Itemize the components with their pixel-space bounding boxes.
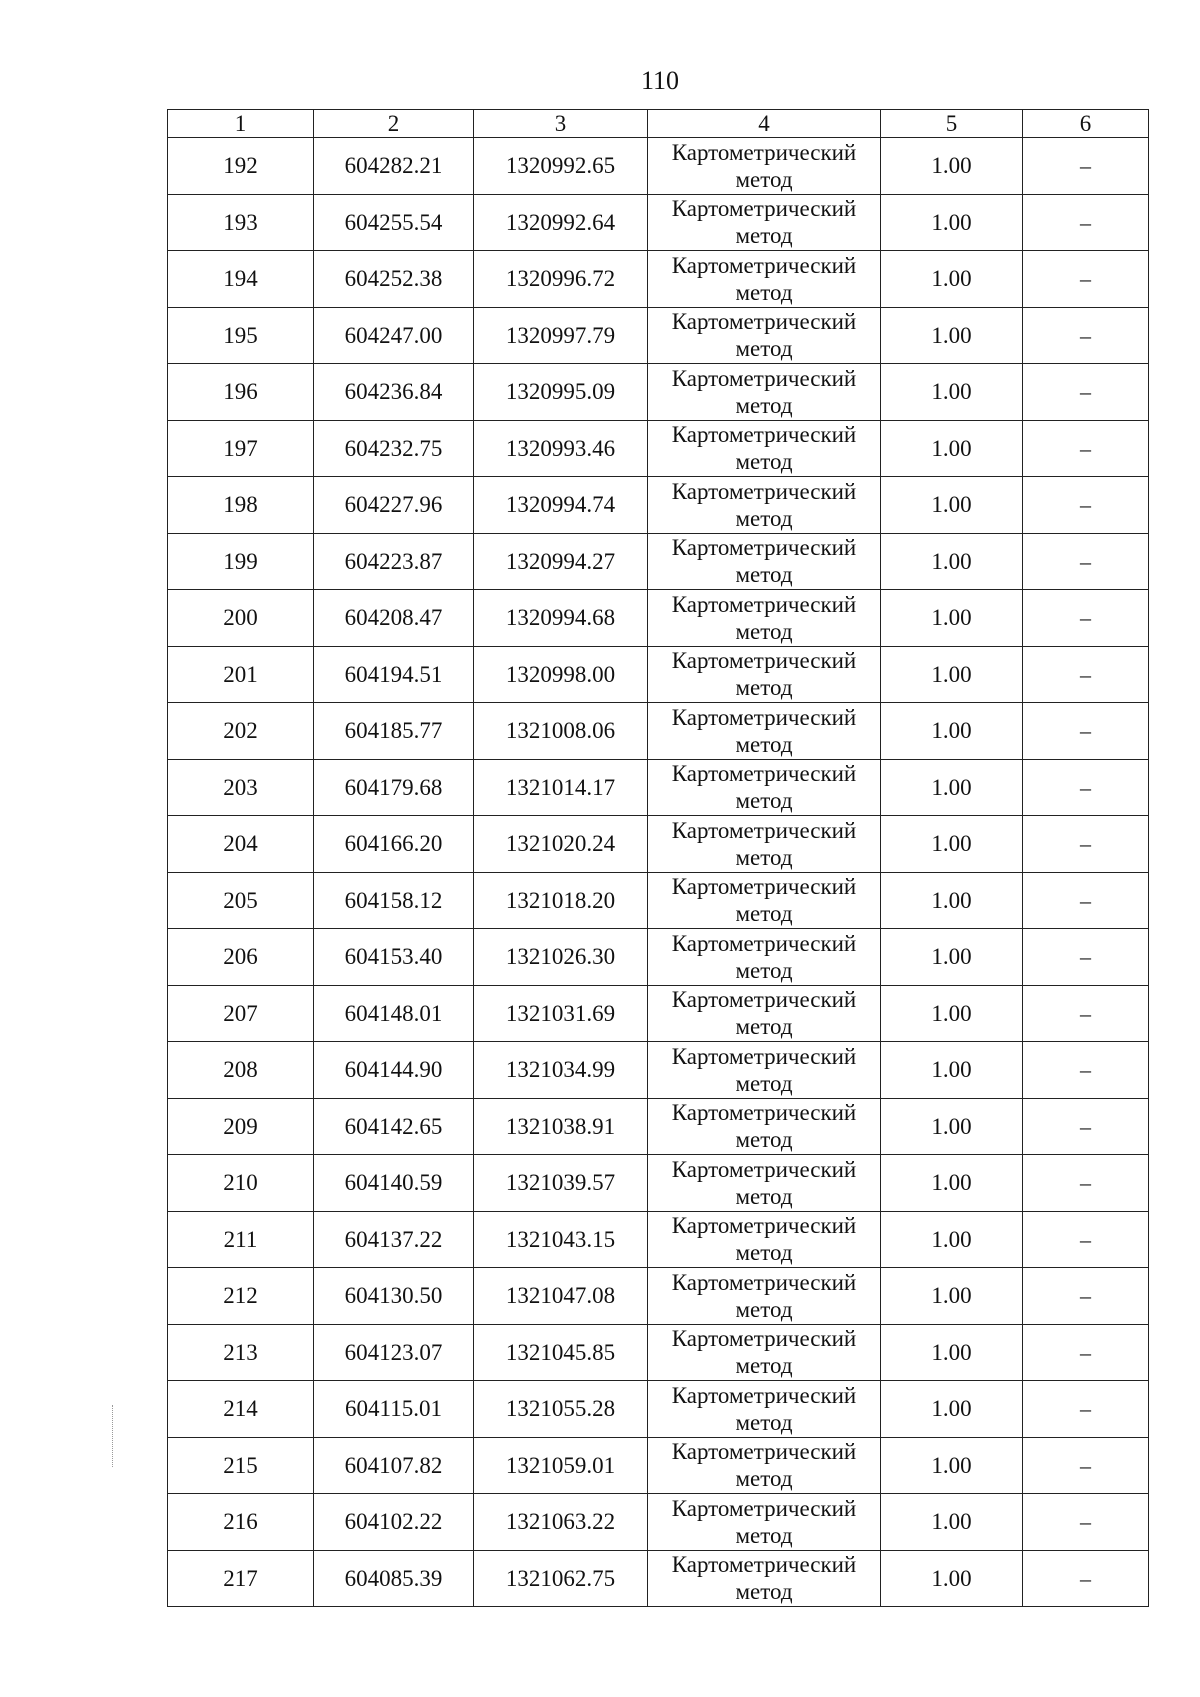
note-cell: – — [1023, 251, 1149, 308]
method-line-1: Картометрический — [671, 1213, 857, 1239]
method-cell — [648, 420, 881, 477]
method-line-2: метод — [735, 1466, 793, 1492]
method-line-2: метод — [735, 1014, 793, 1040]
x-coordinate-cell: 604179.68 — [314, 759, 474, 816]
note-cell: – — [1023, 138, 1149, 195]
method-cell — [648, 1324, 881, 1381]
x-coordinate-cell: 604107.82 — [314, 1437, 474, 1494]
y-coordinate-cell: 1320992.65 — [474, 138, 648, 195]
accuracy-cell: 1.00 — [881, 703, 1023, 760]
y-coordinate-cell: 1320997.79 — [474, 307, 648, 364]
y-coordinate-cell: 1320994.68 — [474, 590, 648, 647]
method-line-2: метод — [735, 449, 793, 475]
method-line-2: метод — [735, 1522, 793, 1548]
table-row — [168, 929, 1149, 986]
table-row — [168, 759, 1149, 816]
method-cell — [648, 703, 881, 760]
method-line-1: Картометрический — [671, 422, 857, 448]
accuracy-cell: 1.00 — [881, 1098, 1023, 1155]
method-cell — [648, 646, 881, 703]
table-row — [168, 194, 1149, 251]
x-coordinate-cell: 604166.20 — [314, 816, 474, 873]
accuracy-cell: 1.00 — [881, 251, 1023, 308]
y-coordinate-cell: 1321034.99 — [474, 1042, 648, 1099]
column-header: 1 — [168, 110, 314, 138]
table-row — [168, 1437, 1149, 1494]
note-cell: – — [1023, 1211, 1149, 1268]
coordinates-table — [167, 109, 1149, 1607]
table-row — [168, 1550, 1149, 1607]
method-cell — [648, 1042, 881, 1099]
note-cell: – — [1023, 646, 1149, 703]
accuracy-cell: 1.00 — [881, 1381, 1023, 1438]
accuracy-cell: 1.00 — [881, 1155, 1023, 1212]
x-coordinate-cell: 604252.38 — [314, 251, 474, 308]
y-coordinate-cell: 1321063.22 — [474, 1494, 648, 1551]
method-line-2: метод — [735, 788, 793, 814]
x-coordinate-cell: 604085.39 — [314, 1550, 474, 1607]
point-number-cell: 199 — [168, 533, 314, 590]
point-number-cell: 214 — [168, 1381, 314, 1438]
y-coordinate-cell: 1320994.27 — [474, 533, 648, 590]
table-row — [168, 1381, 1149, 1438]
accuracy-cell: 1.00 — [881, 646, 1023, 703]
y-coordinate-cell: 1321039.57 — [474, 1155, 648, 1212]
accuracy-cell: 1.00 — [881, 533, 1023, 590]
table-row — [168, 1042, 1149, 1099]
y-coordinate-cell: 1321038.91 — [474, 1098, 648, 1155]
accuracy-cell: 1.00 — [881, 590, 1023, 647]
point-number-cell: 213 — [168, 1324, 314, 1381]
note-cell: – — [1023, 1494, 1149, 1551]
point-number-cell: 210 — [168, 1155, 314, 1212]
table-row — [168, 533, 1149, 590]
table-body — [168, 138, 1149, 1607]
accuracy-cell: 1.00 — [881, 1042, 1023, 1099]
method-line-2: метод — [735, 1070, 793, 1096]
y-coordinate-cell: 1321059.01 — [474, 1437, 648, 1494]
method-line-2: метод — [735, 618, 793, 644]
method-line-1: Картометрический — [671, 1043, 857, 1069]
method-cell — [648, 138, 881, 195]
column-header: 2 — [314, 110, 474, 138]
method-line-2: метод — [735, 957, 793, 983]
table-row — [168, 420, 1149, 477]
y-coordinate-cell: 1321031.69 — [474, 985, 648, 1042]
table-row — [168, 1155, 1149, 1212]
table-row — [168, 1268, 1149, 1325]
note-cell: – — [1023, 307, 1149, 364]
method-cell — [648, 816, 881, 873]
point-number-cell: 200 — [168, 590, 314, 647]
point-number-cell: 193 — [168, 194, 314, 251]
method-line-1: Картометрический — [671, 365, 857, 391]
method-line-1: Картометрический — [671, 1382, 857, 1408]
point-number-cell: 194 — [168, 251, 314, 308]
x-coordinate-cell: 604282.21 — [314, 138, 474, 195]
x-coordinate-cell: 604227.96 — [314, 477, 474, 534]
method-cell — [648, 985, 881, 1042]
accuracy-cell: 1.00 — [881, 1268, 1023, 1325]
table-row — [168, 477, 1149, 534]
page-number: 110 — [640, 66, 680, 95]
column-header: 4 — [648, 110, 881, 138]
method-line-1: Картометрический — [671, 817, 857, 843]
method-cell — [648, 1098, 881, 1155]
table-header-row — [168, 110, 1149, 138]
point-number-cell: 211 — [168, 1211, 314, 1268]
point-number-cell: 212 — [168, 1268, 314, 1325]
method-cell — [648, 929, 881, 986]
note-cell: – — [1023, 1155, 1149, 1212]
column-header: 5 — [881, 110, 1023, 138]
y-coordinate-cell: 1320994.74 — [474, 477, 648, 534]
note-cell: – — [1023, 194, 1149, 251]
method-cell — [648, 1268, 881, 1325]
y-coordinate-cell: 1321018.20 — [474, 872, 648, 929]
method-line-1: Картометрический — [671, 196, 857, 222]
method-cell — [648, 307, 881, 364]
note-cell: – — [1023, 1268, 1149, 1325]
note-cell: – — [1023, 816, 1149, 873]
accuracy-cell: 1.00 — [881, 759, 1023, 816]
note-cell: – — [1023, 1324, 1149, 1381]
point-number-cell: 205 — [168, 872, 314, 929]
note-cell: – — [1023, 929, 1149, 986]
method-line-1: Картометрический — [671, 930, 857, 956]
x-coordinate-cell: 604137.22 — [314, 1211, 474, 1268]
y-coordinate-cell: 1320996.72 — [474, 251, 648, 308]
method-cell — [648, 590, 881, 647]
method-cell — [648, 194, 881, 251]
table-row — [168, 872, 1149, 929]
method-line-2: метод — [735, 1183, 793, 1209]
table-row — [168, 1494, 1149, 1551]
method-line-2: метод — [735, 1579, 793, 1605]
method-line-1: Картометрический — [671, 761, 857, 787]
table-row — [168, 138, 1149, 195]
point-number-cell: 192 — [168, 138, 314, 195]
method-cell — [648, 759, 881, 816]
point-number-cell: 196 — [168, 364, 314, 421]
y-coordinate-cell: 1321062.75 — [474, 1550, 648, 1607]
method-line-2: метод — [735, 1296, 793, 1322]
note-cell: – — [1023, 1381, 1149, 1438]
method-line-2: метод — [735, 223, 793, 249]
method-line-2: метод — [735, 336, 793, 362]
point-number-cell: 195 — [168, 307, 314, 364]
note-cell: – — [1023, 1098, 1149, 1155]
note-cell: – — [1023, 477, 1149, 534]
y-coordinate-cell: 1321043.15 — [474, 1211, 648, 1268]
point-number-cell: 216 — [168, 1494, 314, 1551]
note-cell: – — [1023, 420, 1149, 477]
note-cell: – — [1023, 985, 1149, 1042]
accuracy-cell: 1.00 — [881, 477, 1023, 534]
table-row — [168, 816, 1149, 873]
x-coordinate-cell: 604185.77 — [314, 703, 474, 760]
method-cell — [648, 1211, 881, 1268]
method-line-2: метод — [735, 1240, 793, 1266]
x-coordinate-cell: 604148.01 — [314, 985, 474, 1042]
point-number-cell: 204 — [168, 816, 314, 873]
y-coordinate-cell: 1321014.17 — [474, 759, 648, 816]
note-cell: – — [1023, 364, 1149, 421]
method-cell — [648, 1155, 881, 1212]
note-cell: – — [1023, 590, 1149, 647]
table-row — [168, 307, 1149, 364]
y-coordinate-cell: 1320993.46 — [474, 420, 648, 477]
table-row — [168, 590, 1149, 647]
point-number-cell: 207 — [168, 985, 314, 1042]
y-coordinate-cell: 1321055.28 — [474, 1381, 648, 1438]
note-cell: – — [1023, 703, 1149, 760]
y-coordinate-cell: 1321020.24 — [474, 816, 648, 873]
method-line-2: метод — [735, 166, 793, 192]
point-number-cell: 201 — [168, 646, 314, 703]
y-coordinate-cell: 1321008.06 — [474, 703, 648, 760]
method-line-1: Картометрический — [671, 1439, 857, 1465]
accuracy-cell: 1.00 — [881, 1211, 1023, 1268]
method-cell — [648, 1550, 881, 1607]
method-line-1: Картометрический — [671, 1269, 857, 1295]
y-coordinate-cell: 1320995.09 — [474, 364, 648, 421]
y-coordinate-cell: 1321026.30 — [474, 929, 648, 986]
method-line-2: метод — [735, 1127, 793, 1153]
table-row — [168, 1098, 1149, 1155]
x-coordinate-cell: 604255.54 — [314, 194, 474, 251]
x-coordinate-cell: 604115.01 — [314, 1381, 474, 1438]
x-coordinate-cell: 604130.50 — [314, 1268, 474, 1325]
method-cell — [648, 533, 881, 590]
method-line-1: Картометрический — [671, 874, 857, 900]
point-number-cell: 217 — [168, 1550, 314, 1607]
accuracy-cell: 1.00 — [881, 872, 1023, 929]
accuracy-cell: 1.00 — [881, 816, 1023, 873]
x-coordinate-cell: 604144.90 — [314, 1042, 474, 1099]
y-coordinate-cell: 1320998.00 — [474, 646, 648, 703]
note-cell: – — [1023, 759, 1149, 816]
x-coordinate-cell: 604247.00 — [314, 307, 474, 364]
point-number-cell: 197 — [168, 420, 314, 477]
method-line-1: Картометрический — [671, 591, 857, 617]
note-cell: – — [1023, 533, 1149, 590]
method-line-2: метод — [735, 844, 793, 870]
x-coordinate-cell: 604142.65 — [314, 1098, 474, 1155]
table-row — [168, 703, 1149, 760]
method-cell — [648, 1381, 881, 1438]
x-coordinate-cell: 604236.84 — [314, 364, 474, 421]
table-row — [168, 985, 1149, 1042]
method-cell — [648, 872, 881, 929]
accuracy-cell: 1.00 — [881, 1550, 1023, 1607]
accuracy-cell: 1.00 — [881, 194, 1023, 251]
note-cell: – — [1023, 1437, 1149, 1494]
table-row — [168, 646, 1149, 703]
y-coordinate-cell: 1321047.08 — [474, 1268, 648, 1325]
margin-dotted-mark — [112, 1405, 115, 1467]
method-line-2: метод — [735, 392, 793, 418]
x-coordinate-cell: 604153.40 — [314, 929, 474, 986]
point-number-cell: 209 — [168, 1098, 314, 1155]
method-line-2: метод — [735, 505, 793, 531]
y-coordinate-cell: 1321045.85 — [474, 1324, 648, 1381]
accuracy-cell: 1.00 — [881, 1437, 1023, 1494]
x-coordinate-cell: 604140.59 — [314, 1155, 474, 1212]
accuracy-cell: 1.00 — [881, 138, 1023, 195]
method-line-2: метод — [735, 279, 793, 305]
accuracy-cell: 1.00 — [881, 307, 1023, 364]
method-cell — [648, 251, 881, 308]
method-cell — [648, 1494, 881, 1551]
point-number-cell: 215 — [168, 1437, 314, 1494]
point-number-cell: 208 — [168, 1042, 314, 1099]
method-line-1: Картометрический — [671, 987, 857, 1013]
method-line-1: Картометрический — [671, 309, 857, 335]
accuracy-cell: 1.00 — [881, 420, 1023, 477]
accuracy-cell: 1.00 — [881, 1324, 1023, 1381]
method-line-1: Картометрический — [671, 648, 857, 674]
method-line-1: Картометрический — [671, 252, 857, 278]
method-line-1: Картометрический — [671, 704, 857, 730]
x-coordinate-cell: 604223.87 — [314, 533, 474, 590]
method-line-2: метод — [735, 562, 793, 588]
table-row — [168, 1324, 1149, 1381]
x-coordinate-cell: 604232.75 — [314, 420, 474, 477]
method-line-1: Картометрический — [671, 535, 857, 561]
note-cell: – — [1023, 1550, 1149, 1607]
method-line-2: метод — [735, 1409, 793, 1435]
point-number-cell: 198 — [168, 477, 314, 534]
point-number-cell: 203 — [168, 759, 314, 816]
note-cell: – — [1023, 1042, 1149, 1099]
accuracy-cell: 1.00 — [881, 364, 1023, 421]
accuracy-cell: 1.00 — [881, 985, 1023, 1042]
method-line-1: Картометрический — [671, 139, 857, 165]
method-line-2: метод — [735, 901, 793, 927]
point-number-cell: 206 — [168, 929, 314, 986]
y-coordinate-cell: 1320992.64 — [474, 194, 648, 251]
method-cell — [648, 364, 881, 421]
point-number-cell: 202 — [168, 703, 314, 760]
table-row — [168, 1211, 1149, 1268]
method-line-1: Картометрический — [671, 1100, 857, 1126]
note-cell: – — [1023, 872, 1149, 929]
method-line-1: Картометрический — [671, 478, 857, 504]
x-coordinate-cell: 604194.51 — [314, 646, 474, 703]
x-coordinate-cell: 604123.07 — [314, 1324, 474, 1381]
method-line-1: Картометрический — [671, 1495, 857, 1521]
method-line-2: метод — [735, 731, 793, 757]
x-coordinate-cell: 604208.47 — [314, 590, 474, 647]
method-line-2: метод — [735, 675, 793, 701]
accuracy-cell: 1.00 — [881, 929, 1023, 986]
column-header: 3 — [474, 110, 648, 138]
x-coordinate-cell: 604158.12 — [314, 872, 474, 929]
x-coordinate-cell: 604102.22 — [314, 1494, 474, 1551]
table-row — [168, 364, 1149, 421]
method-line-1: Картометрический — [671, 1552, 857, 1578]
column-header: 6 — [1023, 110, 1149, 138]
method-line-1: Картометрический — [671, 1156, 857, 1182]
method-line-2: метод — [735, 1353, 793, 1379]
method-cell — [648, 1437, 881, 1494]
method-line-1: Картометрический — [671, 1326, 857, 1352]
table-row — [168, 251, 1149, 308]
method-cell — [648, 477, 881, 534]
accuracy-cell: 1.00 — [881, 1494, 1023, 1551]
